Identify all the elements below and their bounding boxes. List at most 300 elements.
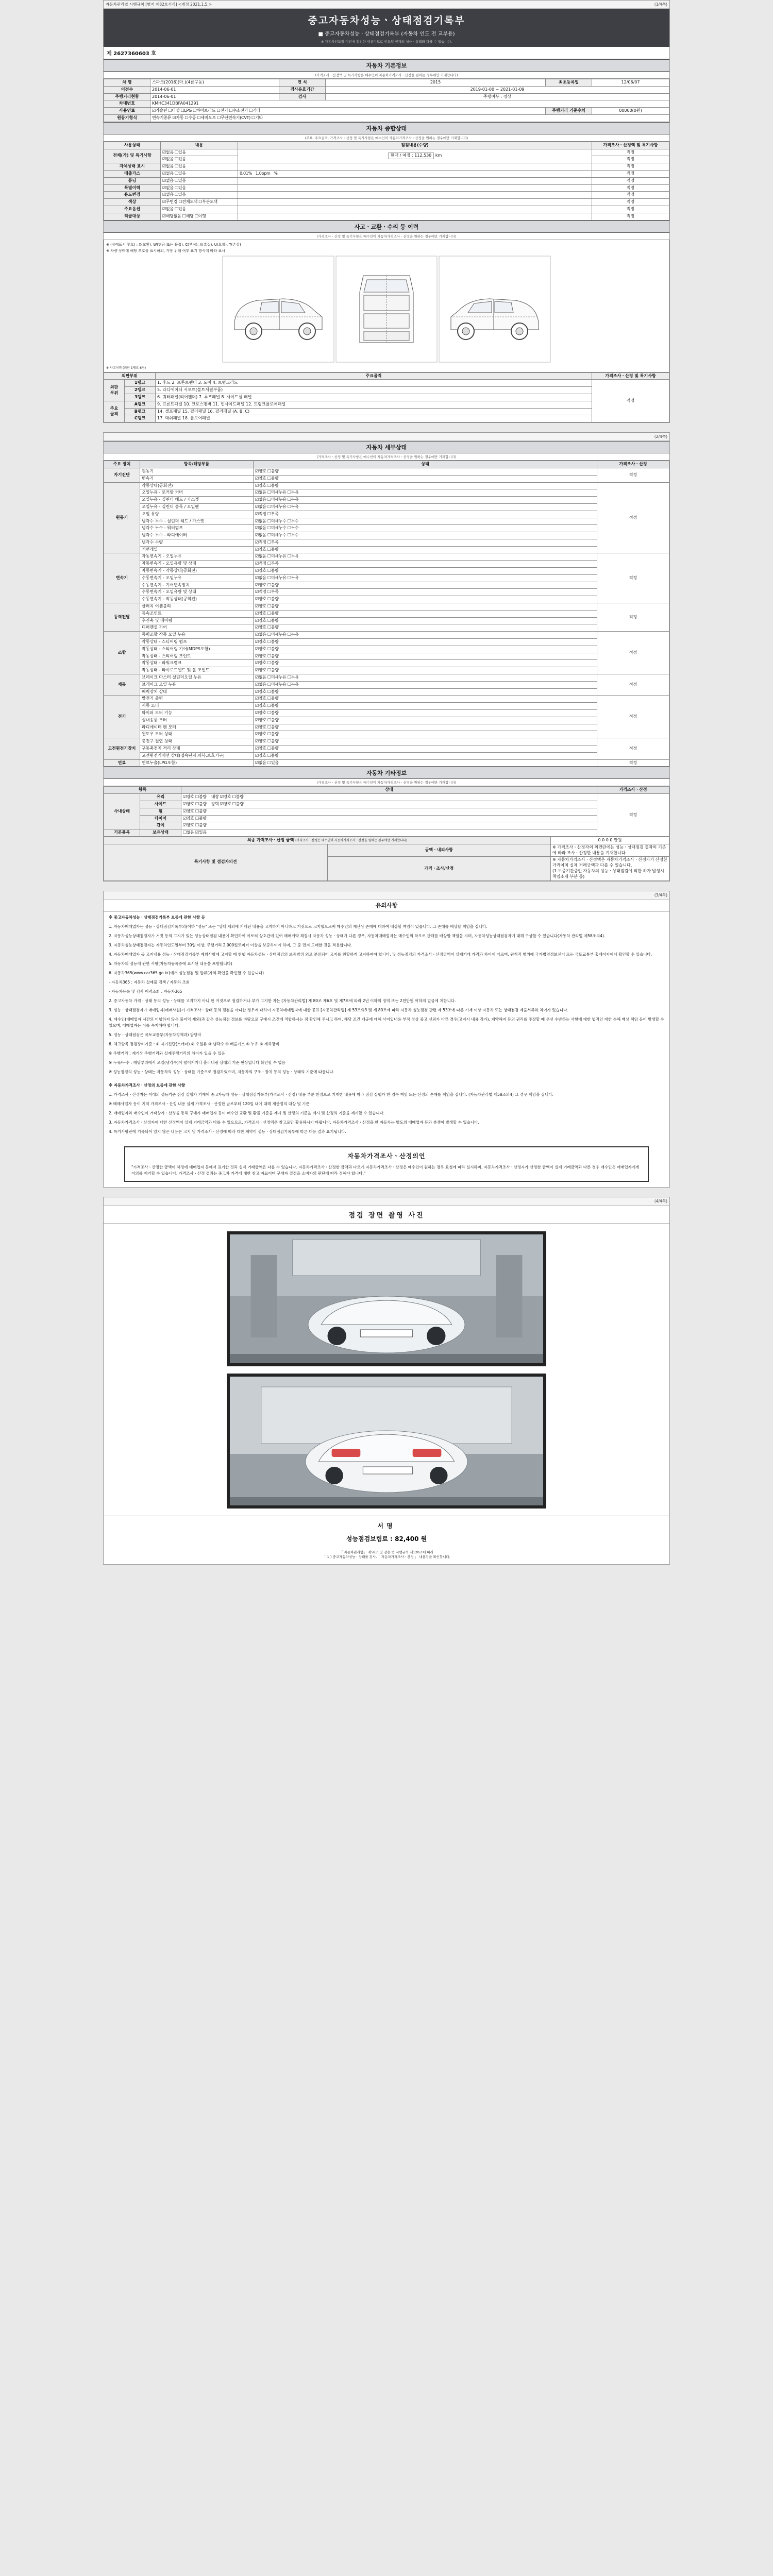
etc-state-3-opt-1[interactable]: ☐불량 (195, 816, 207, 821)
legal-footer-line-1: 「 자동차관리법」 제58조 및 같은 법 시행규칙 제120조에 따라 (339, 1550, 434, 1554)
table-row (104, 394, 669, 401)
detail-item-6-1: 시동 모터 (140, 703, 254, 710)
etc-state-4[interactable] (181, 822, 597, 829)
table-row (104, 518, 669, 525)
etc-state-0-opt-0[interactable]: ☑양호 (183, 794, 194, 800)
detail-state-4-4-opt-1[interactable]: ☐불량 (267, 660, 279, 666)
detail-state-4-2[interactable] (254, 646, 597, 653)
detail-state-8-0[interactable] (254, 759, 597, 767)
table-row (104, 724, 669, 731)
detail-item-6-4: 라디에이터 팬 모터 (140, 724, 254, 731)
detail-item-2-0: 자동변속기 - 오일누유 (140, 553, 254, 561)
detail-state-4-0-opt-2[interactable]: ☐누유 (287, 632, 299, 637)
notice-item-2-2: 4. 매수인(매매업자 시간의 이행하지 않은 불이익 제외)과 같은 성능점검 정보를 바탕으로 구매시 조건에 적합하시는 점 확인해 주시고 하며, 해당 조건 제공에 대해 사이입내용 부적 정상 중고 신뢰가 다른 경우(고지시 내용 감가), 계약해지 등의 권리를 주장할 때 우선 수반하는 사항에 대한 법적인 대한 손해 배상 책임 등이 발생할 수 있으며, 매매업자는 이를 숙지해야 합니다. (109, 1016, 664, 1028)
table-row (104, 387, 669, 394)
notice-item-2-3: 5. 성능ㆍ상태점검은 국토교통부(자동차정책과) 담당자 (109, 1032, 201, 1037)
notice-item-3-1: ※ 매매사업자 등이 지역 가격조사ㆍ산정 내용 실제 가격조사ㆍ산정한 날로부터 120일 내에 대해 재산정의 대상 및 기준 (109, 1101, 310, 1106)
accident-parts-2: 5. 라디에이터 서포트(볼트체결부품) (156, 387, 592, 394)
detail-state-5-1[interactable] (254, 681, 597, 688)
etc-state2-1-opt-1[interactable]: ☐불량 (232, 801, 244, 806)
table-row (104, 511, 669, 518)
overall-row-label-7: 색상 (104, 199, 161, 206)
basic-label-year: 연 식 (279, 79, 326, 87)
overall-opts-3[interactable]: ☑없음 ☐있음 (161, 170, 238, 177)
page-number-4: (4/4쪽) (654, 1198, 667, 1204)
detail-state-1-1-opt-0[interactable]: ☑없음 (255, 490, 266, 495)
detail-state-2-0[interactable] (254, 553, 597, 561)
table-row (104, 503, 669, 511)
detail-state-2-0-opt-1[interactable]: ☐미세누유 (267, 554, 287, 559)
basic-value-inspection: 2019-01-00 ~ 2021-01-09 (326, 86, 669, 93)
detail-state-5-1-opt-0[interactable]: ☑없음 (255, 682, 266, 687)
basic-label-transfers: 이전수 (104, 86, 150, 93)
detail-price-4: 적정 (597, 632, 669, 674)
overall-row-label-2: 자체상태 표시 (104, 163, 161, 171)
etc-col-2: 상태 (181, 787, 597, 794)
detail-item-1-3: 오일누유 - 실린더 블록 / 오일팬 (140, 503, 254, 511)
detail-item-4-0: 동력조향 작동 오일 누유 (140, 632, 254, 639)
accident-frame-c: C랭크 (125, 415, 156, 422)
detail-state-4-1-opt-0[interactable]: ☑양호 (255, 639, 266, 645)
notice-item-1-1: 2. 자동차성능상태점검자가 거짓 등의 고지가 있는 성능상태점검 내용에 확인하여 이로써 상호간에 있어 매매계약 체결시 자동차 성능ㆍ상태가 다른 경우, 자동차매매업자는 매수인의 착오로 관해를 배상할 책임을 지며, 자동차성능상태점검자에 대해 구상할 수 있습니다(자동차 관리법 제58조의4). (109, 933, 606, 938)
detail-state-1-7[interactable] (254, 532, 597, 539)
page-title: 중고자동차성능ㆍ상태점검기록부 (308, 15, 465, 26)
etc-state-2-opt-0[interactable]: ☑양호 (183, 808, 194, 814)
detail-state-1-3-opt-1[interactable]: ☐미세누유 (267, 504, 287, 509)
detail-item-2-5: 수동변속기 - 오일유량 및 상태 (140, 589, 254, 596)
detail-state-1-2-opt-0[interactable]: ☑없음 (255, 497, 266, 502)
table-row (104, 617, 669, 624)
table-row (104, 114, 669, 122)
detail-state-2-1[interactable] (254, 561, 597, 568)
detail-state-2-2-opt-0[interactable]: ☑양호 (255, 568, 266, 573)
etc-item-0: 유리 (140, 794, 181, 801)
detail-state-6-3-opt-0[interactable]: ☑양호 (255, 717, 266, 722)
page-4 (103, 1197, 670, 1565)
detail-state-7-2-opt-1[interactable]: ☐불량 (267, 753, 279, 758)
detail-item-4-2: 작동상태 - 스티어링 기어(MDPS포함) (140, 646, 254, 653)
detail-state-1-1[interactable] (254, 489, 597, 497)
detail-state-1-3-opt-0[interactable]: ☑없음 (255, 504, 266, 509)
detail-state-6-3[interactable] (254, 717, 597, 724)
detail-state-2-0-opt-2[interactable]: ☐누유 (287, 554, 299, 559)
notice-item-2-5: ※ 주행거리 : 계기상 주행거리와 실제주행거리의 차이가 있을 수 있음 (109, 1050, 225, 1056)
detail-state-2-3-opt-0[interactable]: ☑없음 (255, 575, 266, 580)
table-row (104, 681, 669, 688)
detail-state-4-5[interactable] (254, 667, 597, 674)
notice-item-2-0: 2. 중고자동차 가격ㆍ상태 등의 성능ㆍ상태를 고지하지 아니 한 거짓으로 점검하거나 부가 고지한 자는 [자동차관리법] 제 80조 제6호 및 제7호에 따라 2년 이하의 징역 또는 2천만원 이하의 벌금에 처합니다. (109, 998, 456, 1003)
detail-state-2-4-opt-0[interactable]: ☑양호 (255, 582, 266, 587)
detail-state-0-1[interactable] (254, 475, 597, 482)
table-row (104, 546, 669, 553)
detail-item-2-2: 자동변속기 - 작동상태(공회전) (140, 568, 254, 575)
etc-group-basic: 기본품목 (104, 829, 140, 837)
fuel-checkbox-group[interactable] (150, 108, 546, 115)
transmission-opt-3[interactable]: ☐무단변속기(CVT) (217, 115, 250, 120)
detail-state-1-8[interactable] (254, 539, 597, 546)
detail-state-7-2-opt-0[interactable]: ☑양호 (255, 753, 266, 758)
detail-state-7-1-opt-0[interactable]: ☑양호 (255, 746, 266, 751)
overall-opts-6[interactable]: ☑없음 ☐있음 (161, 192, 238, 199)
etc-state2-0-opt-0[interactable]: ☑양호 (220, 794, 231, 800)
detail-state-6-2-opt-0[interactable]: ☑양호 (255, 710, 266, 716)
fuel-opt-2[interactable]: ☐LPG (180, 108, 192, 113)
detail-state-2-5-opt-0[interactable]: ☑적정 (255, 589, 266, 595)
detail-price-3: 적정 (597, 603, 669, 632)
fuel-opt-3[interactable]: ☐하이브리드 (193, 108, 216, 113)
etc-item-3: 타이어 (140, 815, 181, 822)
mileage-display: 현재 / 예정 : 112,530 (388, 152, 434, 159)
detail-state-1-3[interactable] (254, 503, 597, 511)
detail-state-8-0-opt-0[interactable]: ☑없음 (255, 760, 266, 765)
detail-state-2-6[interactable] (254, 596, 597, 603)
detail-state-4-2-opt-1[interactable]: ☐불량 (267, 646, 279, 651)
detail-state-2-6-opt-1[interactable]: ☐불량 (267, 597, 279, 602)
etc-col-1: 항목 (104, 787, 181, 794)
etc-item-2: 휠 (140, 808, 181, 815)
accident-parts-1: 1. 후드 2. 프론트펜더 3. 도어 4. 트렁크리드 (156, 380, 592, 387)
etc-group-interior: 사내상태 (104, 794, 140, 829)
detail-state-2-4[interactable] (254, 582, 597, 589)
detail-state-4-5-opt-0[interactable]: ☑양호 (255, 668, 266, 673)
accident-rank-label: 외판 부위 (104, 380, 125, 401)
detail-state-6-0[interactable] (254, 696, 597, 703)
detail-group-3: 동력전달 (104, 603, 140, 632)
table-row (104, 801, 669, 808)
etc-state-5-opt-0[interactable]: ☐없음 (183, 830, 194, 835)
etc-item-1: 사이드 (140, 801, 181, 808)
detail-state-5-2[interactable] (254, 688, 597, 696)
etc-item-4: 간이 (140, 822, 181, 829)
basic-value-first-reg: 12/06/07 (592, 79, 669, 87)
detail-state-1-5-opt-0[interactable]: ☑없음 (255, 518, 266, 523)
etc-state-0[interactable] (181, 794, 597, 801)
price-opinion-body: "가격조사ㆍ산정한 금액이 책정에 매매업자 등에서 표기한 것과 실제 거래금액은 다를 수 있습니다. 자동차가격조사ㆍ산정한 금액과 다르게 자동차가격조사ㆍ산정은 매수인이 원하는 경우 요청에 따라 실시하며, 자동차가격조사ㆍ산정자가 산정한 금액이 실제 거래금액과 다른 경우 매수인은 매매업자에게 이의를 제기할 수 있습니다. 가격조사ㆍ산정 결과는 중고차 가격에 대한 참고 자료이며 구매자 결정을 소비자의 판단에 따라 정해야 합니다." (131, 1164, 640, 1176)
etc-state-1-opt-1[interactable]: ☐불량 (195, 801, 207, 806)
detail-state-4-5-opt-1[interactable]: ☐불량 (267, 668, 279, 673)
detail-group-0: 자기진단 (104, 468, 140, 482)
detail-state-3-2-opt-1[interactable]: ☐불량 (267, 618, 279, 623)
detail-state-4-2-opt-0[interactable]: ☑양호 (255, 646, 266, 651)
overall-opts-7[interactable]: ☑무변경 ☐전체도색 ☐부분도색 (161, 199, 238, 206)
detail-state-4-0-opt-1[interactable]: ☐미세누유 (267, 632, 287, 637)
etc-state-1[interactable] (181, 801, 597, 808)
table-row (104, 632, 669, 639)
detail-state-1-9-opt-1[interactable]: ☐불량 (267, 547, 279, 552)
docnum-value: 2627360603 (113, 51, 149, 57)
overall-col-1: 사용상태 (104, 142, 161, 149)
detail-state-2-1-opt-1[interactable]: ☐부족 (267, 561, 279, 566)
detail-state-2-5[interactable] (254, 589, 597, 596)
detail-state-1-0-opt-0[interactable]: ☑양호 (255, 483, 266, 488)
detail-state-0-1-opt-1[interactable]: ☐불량 (267, 476, 279, 481)
fuel-opt-6[interactable]: ☐기타 (249, 108, 260, 113)
etc-state-5-opt-1[interactable]: ☑있음 (195, 830, 207, 835)
transmission-opt-2[interactable]: ☐세미오토 (197, 115, 216, 120)
detail-state-2-4-opt-1[interactable]: ☐불량 (267, 582, 279, 587)
accident-rank-3: 3랭크 (125, 394, 156, 401)
detail-state-6-5[interactable] (254, 731, 597, 738)
detail-state-3-0[interactable] (254, 603, 597, 611)
detail-state-1-1-opt-1[interactable]: ☐미세누유 (267, 490, 287, 495)
detail-state-1-2-opt-2[interactable]: ☐누유 (287, 497, 299, 502)
detail-state-2-0-opt-0[interactable]: ☑없음 (255, 554, 266, 559)
detail-state-1-4-opt-1[interactable]: ☐부족 (267, 511, 279, 516)
etc-state-1-opt-0[interactable]: ☑양호 (183, 801, 194, 806)
detail-state-1-9-opt-0[interactable]: ☑양호 (255, 547, 266, 552)
detail-state-5-0[interactable] (254, 674, 597, 682)
page-2-top-note (104, 433, 669, 441)
detail-state-1-5-opt-1[interactable]: ☐미세누수 (267, 518, 287, 523)
section-accident-subnote: (가격조사ㆍ산정 및 특기사항은 매수인이 자동차가격조사ㆍ산정을 원하는 경우에만 기재합니다) (104, 233, 669, 240)
detail-state-6-0-opt-1[interactable]: ☐불량 (267, 696, 279, 701)
overall-opts-0[interactable]: ☑없음 ☐있음 (161, 149, 238, 156)
detail-state-0-0-opt-1[interactable]: ☐불량 (267, 468, 279, 473)
table-row (104, 710, 669, 717)
remarks-sub-1: 금액ㆍ내외사항 (327, 844, 551, 857)
overall-opts-2[interactable]: ☑없음 ☐있음 (161, 163, 238, 171)
table-row (104, 745, 669, 753)
table-header-row (104, 142, 669, 149)
basic-value-model: 스파크(2016)(마.)(4륜구동) (150, 79, 279, 87)
detail-state-2-2[interactable] (254, 568, 597, 575)
detail-state-1-8-opt-0[interactable]: ☑적정 (255, 539, 266, 545)
detail-state-1-2-opt-1[interactable]: ☐미세누유 (267, 497, 287, 502)
detail-state-1-5[interactable] (254, 518, 597, 525)
document-title-bar (104, 9, 669, 47)
transmission-opt-0[interactable]: ☑자동 (172, 115, 184, 120)
detail-state-4-0-opt-0[interactable]: ☑없음 (255, 632, 266, 637)
detail-state-5-2-opt-1[interactable]: ☐불량 (267, 689, 279, 694)
detail-state-1-9[interactable] (254, 546, 597, 553)
section-basic-info-subnote: (가격조사ㆍ산정액 및 특기사항은 매수인이 자동차가격조사ㆍ산정을 원하는 경우에만 기재합니다) (104, 72, 669, 79)
detail-group-1: 원동기 (104, 482, 140, 553)
detail-state-6-2[interactable] (254, 710, 597, 717)
detail-state-6-0-opt-0[interactable]: ☑양호 (255, 696, 266, 701)
detail-state-5-0-opt-0[interactable]: ☑없음 (255, 675, 266, 680)
form-reference: 자동차관리법 시행규칙 [별지 제82호서식] <개정 2021.1.5.> (106, 2, 212, 7)
diagram-legend-1: ※ (상태표시 부호) : X(교환), W(판금 또는 용접), C(부식), A(흠집), U(요철), T(손상) (106, 242, 241, 247)
detail-state-3-1-opt-1[interactable]: ☐불량 (267, 611, 279, 616)
detail-state-6-3-opt-1[interactable]: ☐불량 (267, 717, 279, 722)
detail-state-6-4-opt-1[interactable]: ☐불량 (267, 724, 279, 730)
table-row (104, 808, 669, 815)
detail-state-1-6-opt-1[interactable]: ☐미세누수 (267, 526, 287, 531)
notice-item-3-4: 4. 특기사항란에 기록되어 있지 않은 내용은 고지 및 가격조사ㆍ산정에 따라 대한 계약이 성능ㆍ상태점검기록부에 따른 대응 결과 표기됩니다. (109, 1129, 346, 1134)
detail-state-6-4[interactable] (254, 724, 597, 731)
price-opinion-title: 자동차가격조사ㆍ산정의언 (347, 1152, 426, 1160)
transmission-checkbox-group[interactable] (150, 114, 669, 122)
damage-diagram-area (104, 240, 669, 372)
detail-item-1-6: 냉각수 누수 - 워터펌프 (140, 525, 254, 532)
basic-label-first-reg: 최초등록일 (546, 79, 592, 87)
detail-item-1-0: 작동상태(공회전) (140, 482, 254, 489)
legal-footer-line-2: 「 1 ) 중고자동차성능ㆍ상태를 검사,「 자동차가격조사ㆍ산정 」 내용검을 확인합니다. (323, 1555, 450, 1560)
detail-state-1-2[interactable] (254, 497, 597, 504)
etc-state2-1-opt-0[interactable]: ☑양호 (220, 801, 231, 806)
detail-state-7-1[interactable] (254, 745, 597, 753)
detail-state-1-6-opt-2[interactable]: ☐누수 (287, 526, 299, 531)
inspection-photo-rear (230, 1377, 543, 1505)
detail-state-6-5-opt-0[interactable]: ☑양호 (255, 732, 266, 737)
detail-state-7-0[interactable] (254, 738, 597, 745)
overall-opts-1[interactable]: ☑없음 ☐있음 (161, 156, 238, 163)
detail-state-4-1[interactable] (254, 639, 597, 646)
detail-state-5-1-opt-1[interactable]: ☐미세누유 (267, 682, 287, 687)
detail-state-4-3-opt-1[interactable]: ☐불량 (267, 653, 279, 658)
detail-state-8-0-opt-1[interactable]: ☐있음 (267, 760, 279, 765)
detail-state-7-0-opt-0[interactable]: ☑양호 (255, 739, 266, 744)
detail-state-2-2-opt-1[interactable]: ☐불량 (267, 568, 279, 573)
detail-state-3-3[interactable] (254, 624, 597, 632)
table-row (104, 660, 669, 667)
detail-state-1-0-opt-1[interactable]: ☐불량 (267, 483, 279, 488)
detail-state-3-2-opt-0[interactable]: ☑양호 (255, 618, 266, 623)
etc-item2-0: 내장 (211, 794, 219, 800)
overall-opts-8[interactable]: ☑없음 ☐있음 (161, 206, 238, 213)
diagram-part-title: ※ 사고이력 (외판 1랭크 6점) (106, 366, 146, 370)
detail-state-7-1-opt-1[interactable]: ☐불량 (267, 746, 279, 751)
photo-frame-rear (227, 1374, 546, 1509)
detail-state-4-1-opt-1[interactable]: ☐불량 (267, 639, 279, 645)
detail-state-5-1-opt-2[interactable]: ☐누유 (287, 682, 299, 687)
notice-item-1-5: 6. 자동차365(www.car365.go.kr)에서 성능점검 및 압류(자역 확인을 확인할 수 있습니다) (109, 970, 264, 975)
detail-state-7-2[interactable] (254, 752, 597, 759)
detail-state-1-7-opt-0[interactable]: ☑없음 (255, 533, 266, 538)
notice-section-2-title: ※ 자동차가격조사ㆍ산정의 보증에 관한 사항 (109, 1082, 186, 1088)
table-header-row (104, 461, 669, 468)
section-overall-header: 자동차 종합상태 (104, 122, 669, 134)
detail-state-1-4-opt-0[interactable]: ☑적정 (255, 511, 266, 516)
detail-state-1-5-opt-2[interactable]: ☐누수 (287, 518, 299, 523)
car-diagrams (106, 255, 667, 363)
transmission-opt-4[interactable]: ☐기타 (251, 115, 263, 120)
detail-state-7-0-opt-1[interactable]: ☐불량 (267, 739, 279, 744)
final-price-table (104, 837, 669, 881)
detail-state-6-4-opt-0[interactable]: ☑양호 (255, 724, 266, 730)
detail-state-4-4[interactable] (254, 660, 597, 667)
detail-state-3-2[interactable] (254, 617, 597, 624)
overall-state-table (104, 142, 669, 221)
notice-title: 유의사항 (104, 900, 669, 911)
detail-state-3-3-opt-1[interactable]: ☐불량 (267, 625, 279, 630)
detail-state-1-6-opt-0[interactable]: ☑없음 (255, 526, 266, 531)
notice-item-1-6: - 자동차365 : 자동차 실매물 검색 / 자동차 조회 (109, 979, 190, 985)
detail-item-0-0: 원동기 (140, 468, 254, 475)
etc-state-4-opt-0[interactable]: ☑양호 (183, 823, 194, 828)
etc-state-4-opt-1[interactable]: ☐불량 (195, 823, 207, 828)
detail-state-1-1-opt-2[interactable]: ☐누유 (287, 490, 299, 495)
overall-note-4 (238, 177, 592, 184)
transmission-opt-1[interactable]: ☐수동 (184, 115, 196, 120)
detail-state-4-4-opt-0[interactable]: ☑양호 (255, 660, 266, 666)
table-row (104, 184, 669, 192)
etc-state-2[interactable] (181, 808, 597, 815)
table-row (104, 170, 669, 177)
detail-state-1-0[interactable] (254, 482, 597, 489)
etc-state2-0-opt-1[interactable]: ☐불량 (232, 794, 244, 800)
detail-state-6-1-opt-1[interactable]: ☐불량 (267, 703, 279, 708)
table-header-row (104, 372, 669, 380)
overall-price-1: 적정 (592, 156, 669, 163)
detail-state-0-1-opt-0[interactable]: ☑양호 (255, 476, 266, 481)
detail-item-4-3: 작동상태 - 스티어링 조인트 (140, 653, 254, 660)
section-detail-header: 자동차 세부상태 (104, 441, 669, 453)
fuel-opt-5[interactable]: ☐수소전기 (229, 108, 248, 113)
detail-state-6-1[interactable] (254, 703, 597, 710)
detail-state-3-0-opt-1[interactable]: ☐불량 (267, 604, 279, 609)
etc-state-3-opt-0[interactable]: ☑양호 (183, 816, 194, 821)
detail-state-2-6-opt-0[interactable]: ☑양호 (255, 597, 266, 602)
detail-state-2-5-opt-1[interactable]: ☐부족 (267, 589, 279, 595)
detail-state-table (104, 461, 669, 767)
detail-state-5-0-opt-2[interactable]: ☐누유 (287, 675, 299, 680)
detail-state-5-2-opt-0[interactable]: ☑양호 (255, 689, 266, 694)
overall-opts-5[interactable]: ☑없음 ☐있음 (161, 184, 238, 192)
detail-item-3-3: 디퍼렌셜 기어 (140, 624, 254, 632)
detail-state-2-3-opt-2[interactable]: ☐누유 (287, 575, 299, 580)
detail-state-0-0[interactable] (254, 468, 597, 475)
detail-state-1-7-opt-1[interactable]: ☐미세누수 (267, 533, 287, 538)
etc-state-0-opt-1[interactable]: ☐불량 (195, 794, 207, 800)
detail-state-6-2-opt-1[interactable]: ☐불량 (267, 710, 279, 716)
detail-state-0-0-opt-0[interactable]: ☑양호 (255, 468, 266, 473)
detail-price-1: 적정 (597, 482, 669, 553)
etc-state-5[interactable] (181, 829, 597, 837)
detail-state-3-3-opt-0[interactable]: ☑양호 (255, 625, 266, 630)
fuel-opt-1[interactable]: ☐디젤 (168, 108, 180, 113)
mileage-display-unit: km (435, 153, 442, 158)
detail-col-major: 주요 장치 (104, 461, 140, 468)
detail-item-1-9: 커먼레일 (140, 546, 254, 553)
notice-item-1-2: 3. 자동차성능상태점검자는 자동차인도일부터 30일 이상, 주행거리 2,000킬로미터 이상을 보증하여야 하며, 그 중 먼저 도래한 것을 적용합니다. (109, 942, 352, 947)
detail-state-4-3[interactable] (254, 653, 597, 660)
detail-state-1-7-opt-2[interactable]: ☐누수 (287, 533, 299, 538)
detail-state-1-3-opt-2[interactable]: ☐누유 (287, 504, 299, 509)
detail-group-5: 제동 (104, 674, 140, 696)
detail-state-2-3-opt-1[interactable]: ☐미세누유 (267, 575, 287, 580)
detail-state-4-3-opt-0[interactable]: ☑양호 (255, 653, 266, 658)
overall-note-6 (238, 192, 592, 199)
accident-parts-7: 17. 대쉬패널 18. 플로어패널 (156, 415, 592, 422)
detail-state-3-1-opt-0[interactable]: ☑양호 (255, 611, 266, 616)
remarks-label: 특기사항 및 점검자의견 (104, 844, 328, 880)
detail-state-3-1[interactable] (254, 610, 597, 617)
detail-col-state: 상태 (254, 461, 597, 468)
overall-opts-9[interactable]: ☑해당없음 ☐해당 ☐이행 (161, 213, 238, 220)
overall-opts-4[interactable]: ☑없음 ☐있음 (161, 177, 238, 184)
detail-state-5-0-opt-1[interactable]: ☐미세누유 (267, 675, 287, 680)
detail-state-1-6[interactable] (254, 525, 597, 532)
fuel-opt-4[interactable]: ☐전기 (216, 108, 228, 113)
detail-state-6-1-opt-0[interactable]: ☑양호 (255, 703, 266, 708)
detail-state-1-8-opt-1[interactable]: ☐부족 (267, 539, 279, 545)
detail-state-2-1-opt-0[interactable]: ☑적정 (255, 561, 266, 566)
basic-label-mileage-status: 주행거리현황 (104, 93, 150, 100)
fuel-opt-0[interactable]: ☑가솔린 (152, 108, 167, 113)
overall-price-5: 적정 (592, 184, 669, 192)
notice-item-2-6: ※ 누유/누수 : 해당부위에서 오일(냉각수)이 떨어지거나 흘러내림 상태의 기준 현상입니다 확인할 수 없음 (109, 1060, 285, 1065)
detail-state-4-0[interactable] (254, 632, 597, 639)
detail-state-2-3[interactable] (254, 574, 597, 582)
etc-state-3[interactable] (181, 815, 597, 822)
detail-item-8-0: 연료누출(LPG포함) (140, 759, 254, 767)
detail-state-1-4[interactable] (254, 511, 597, 518)
etc-state-2-opt-1[interactable]: ☐불량 (195, 808, 207, 814)
detail-state-6-5-opt-1[interactable]: ☐불량 (267, 732, 279, 737)
detail-state-3-0-opt-0[interactable]: ☑양호 (255, 604, 266, 609)
detail-item-7-2: 고전원전기배선 상태(접속단자,피복,보호기구) (140, 752, 254, 759)
